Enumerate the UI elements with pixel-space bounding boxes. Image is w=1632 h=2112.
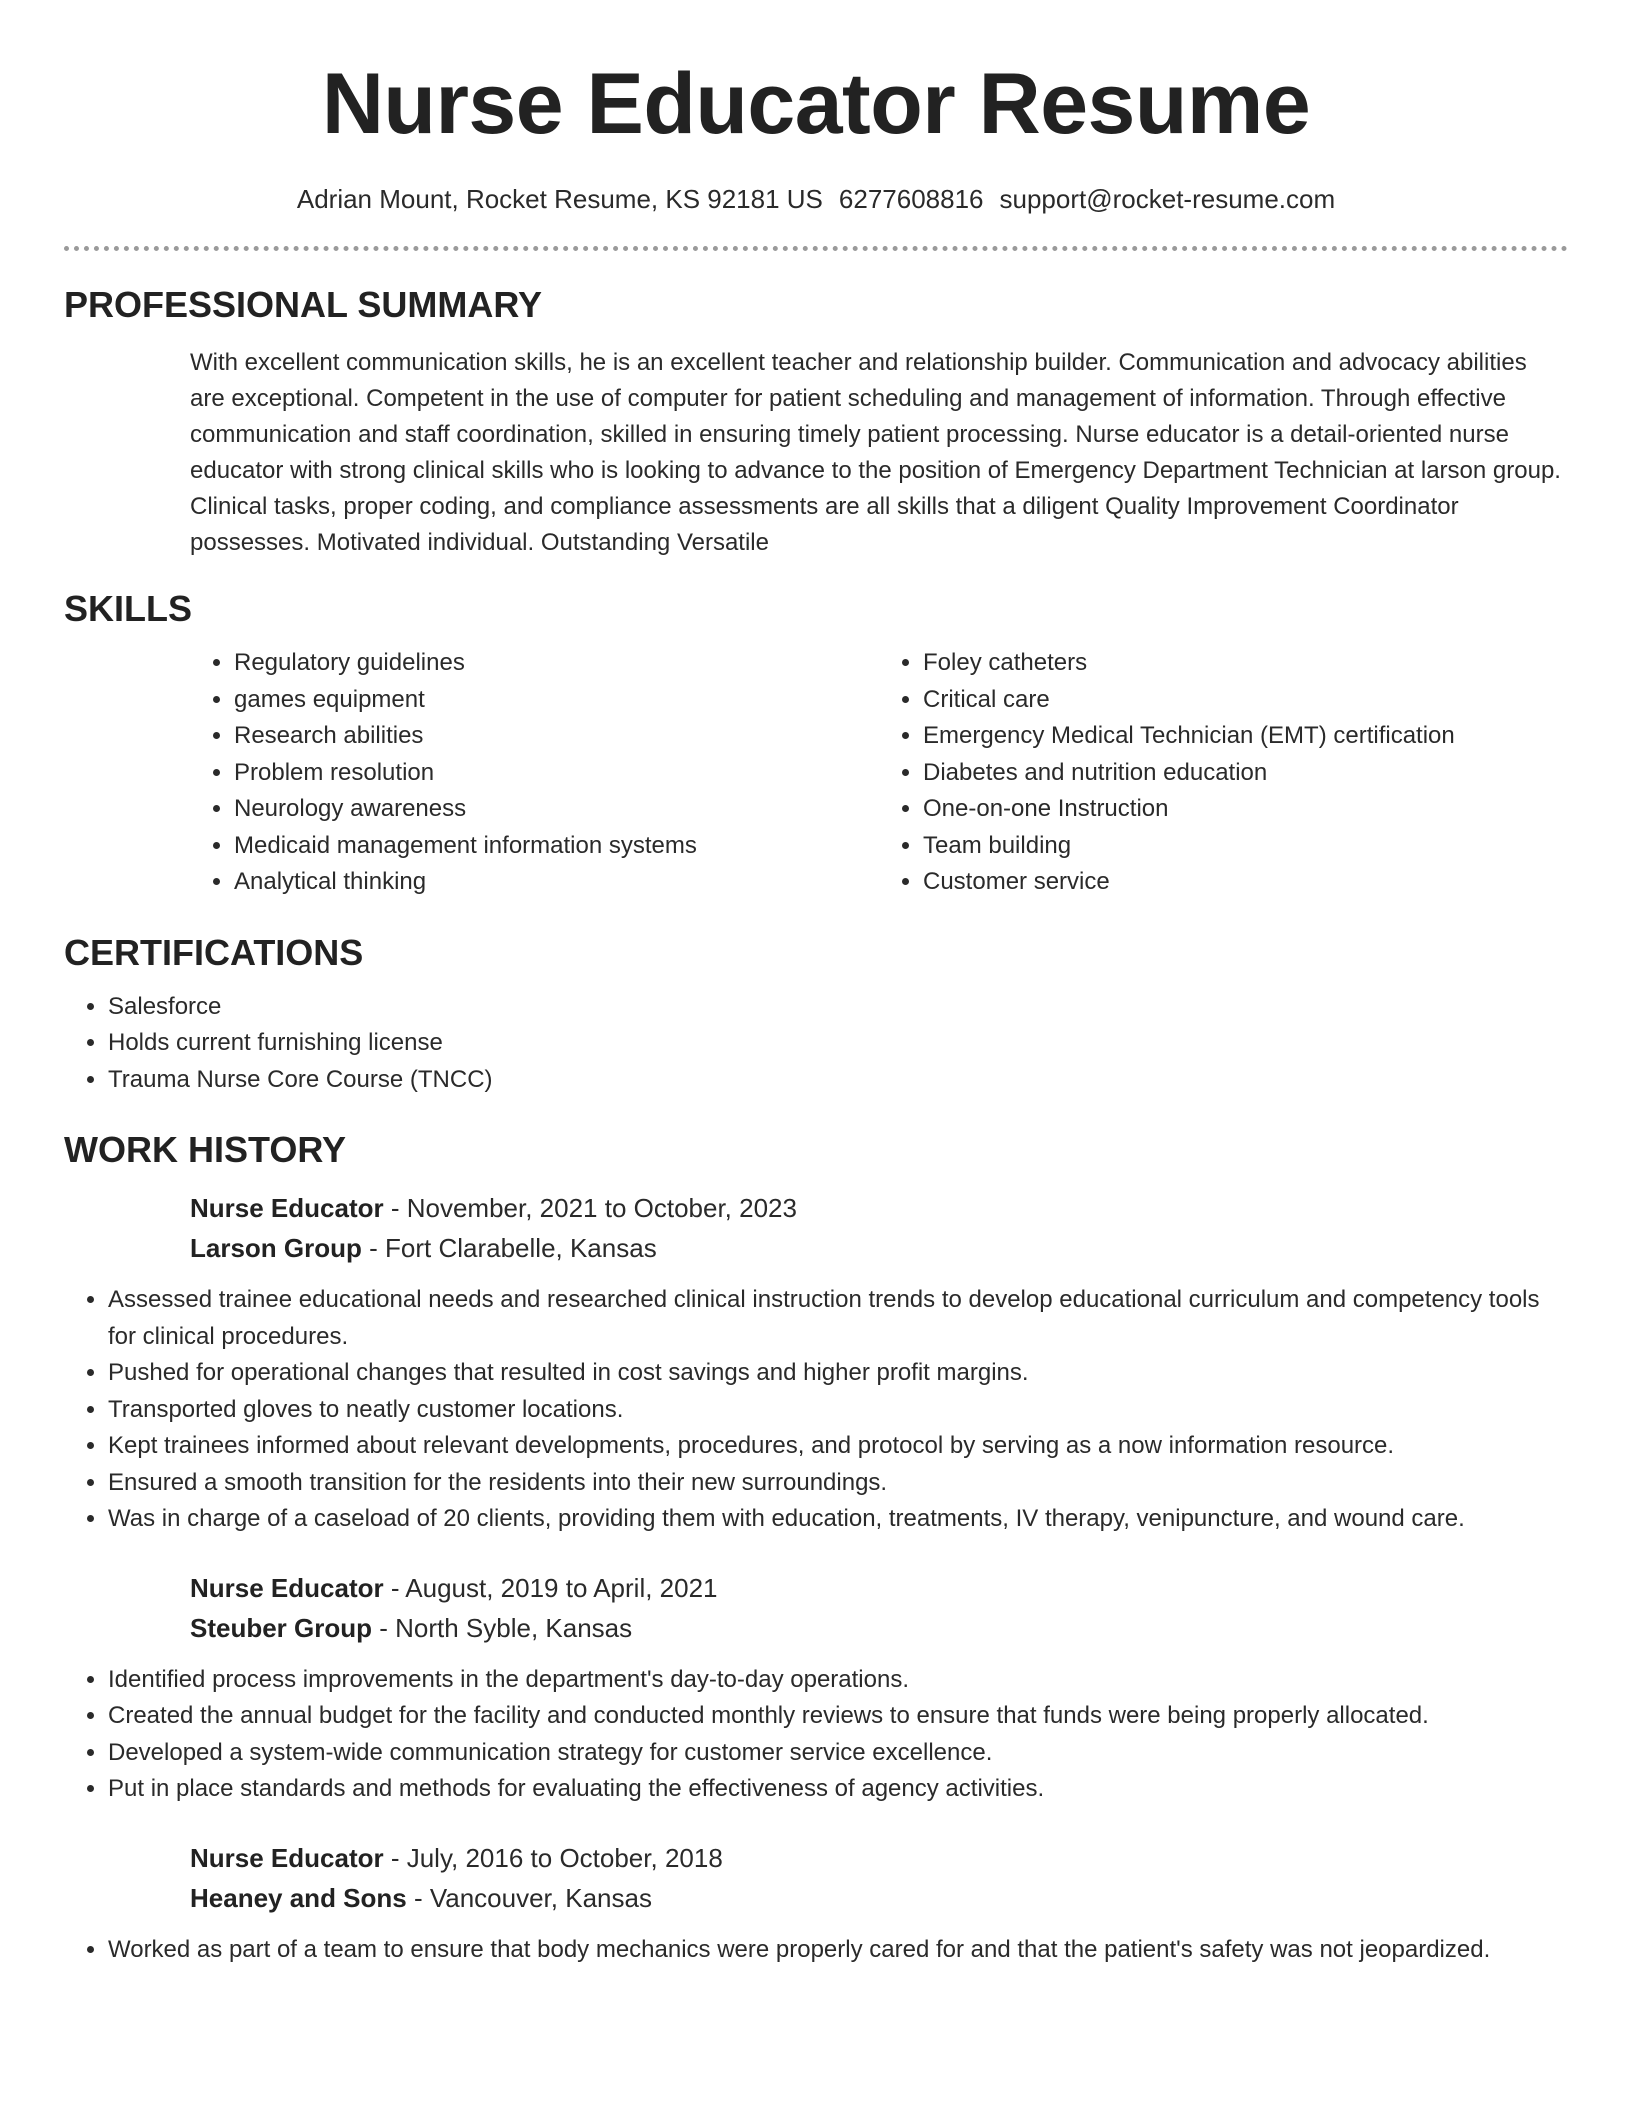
summary-text: With excellent communication skills, he is an excellent teacher and relationship builder. Communication and advocacy abilities are exceptional. Competent in the use of computer for patient scheduling and management of information. Through effective communication and staff coordination, skilled in ensuring timely patient processing. Nurse educator is a detail-oriented nurse educator with strong clinical skills who is looking to advance to the position of Emergency Department Technician at larson group. Clinical tasks, proper coding, and compliance assessments are all skills that a diligent Quality Improvement Coordinator possesses. Motivated individual. Outstanding Versatile (190, 349, 1561, 556)
certification-item: • Holds current furnishing license (108, 1025, 1568, 1062)
skill-item: • Problem resolution (234, 755, 879, 792)
contact-phone: 6277608816 (838, 184, 984, 214)
skill-item: • Foley catheters (923, 645, 1568, 682)
job-company: Larson Group (190, 1233, 362, 1263)
job-location: - North Syble, Kansas (372, 1612, 633, 1643)
job-entry (190, 1838, 1568, 1918)
certification-item: • Trauma Nurse Core Course (TNCC) (108, 1062, 1568, 1099)
skill-item: • Customer service (923, 864, 1568, 901)
job-location: - Vancouver, Kansas (406, 1882, 652, 1913)
skill-item: • Emergency Medical Technician (EMT) certification (923, 718, 1568, 755)
skills-list (190, 645, 1568, 901)
job-company: Heaney and Sons (190, 1882, 407, 1913)
skills-column-right (879, 645, 1568, 901)
certifications-heading: CERTIFICATIONS (64, 931, 364, 973)
job-dates: - November, 2021 to October, 2023 (383, 1193, 797, 1223)
header-divider (64, 246, 1568, 251)
job-location: - Fort Clarabelle, Kansas (361, 1233, 657, 1263)
skill-item: • Regulatory guidelines (234, 645, 879, 682)
skill-item: • Diabetes and nutrition education (923, 755, 1568, 792)
skills-heading: SKILLS (64, 588, 193, 629)
skills-column-left (190, 645, 879, 901)
job-title: Nurse Educator (190, 1572, 384, 1603)
job-company: Steuber Group (190, 1612, 373, 1643)
job-title-line (190, 1188, 1568, 1228)
job-duty: • Kept trainees informed about relevant developments, procedures, and protocol by serving as a now information resource. (108, 1428, 1568, 1465)
work-history-heading: WORK HISTORY (64, 1129, 347, 1170)
skill-item: • Medicaid management information systems (234, 828, 879, 865)
job-duty: • Worked as part of a team to ensure that body mechanics were properly cared for and that the patient's safety was not jeopardized. (108, 1932, 1568, 1969)
job-entry (190, 1188, 1568, 1268)
job-duties-list (64, 1662, 1568, 1808)
skill-item: • Research abilities (234, 718, 879, 755)
certifications-list (64, 989, 1568, 1099)
skill-item: • One-on-one Instruction (923, 791, 1568, 828)
job-duty: • Identified process improvements in the department's day-to-day operations. (108, 1662, 1568, 1699)
job-title: Nurse Educator (190, 1842, 384, 1873)
job-duty: • Assessed trainee educational needs and researched clinical instruction trends to develop educational curriculum and competency tools for clinical procedures. (108, 1282, 1568, 1355)
skill-item: • games equipment (234, 682, 879, 719)
job-duty: • Put in place standards and methods for evaluating the effectiveness of agency activities. (108, 1771, 1568, 1808)
job-entry (190, 1568, 1568, 1648)
skill-item: • Critical care (923, 682, 1568, 719)
job-title-line (190, 1568, 1568, 1608)
certification-item: • Salesforce (108, 989, 1568, 1026)
skill-item: • Team building (923, 828, 1568, 865)
contact-address: Adrian Mount, Rocket Resume, KS 92181 US (296, 184, 823, 214)
job-dates: - August, 2019 to April, 2021 (383, 1572, 718, 1603)
job-company-line (190, 1228, 1568, 1268)
contact-email: support@rocket-resume.com (999, 184, 1336, 214)
job-company-line (190, 1878, 1568, 1918)
resume-title: Nurse Educator Resume (321, 56, 1311, 152)
job-duties-list (64, 1932, 1568, 1969)
job-duty: • Created the annual budget for the facility and conducted monthly reviews to ensure that funds were being properly allocated. (108, 1698, 1568, 1735)
job-duty: • Pushed for operational changes that resulted in cost savings and higher profit margins. (108, 1355, 1568, 1392)
job-dates: - July, 2016 to October, 2018 (383, 1842, 723, 1873)
skill-item: • Analytical thinking (234, 864, 879, 901)
job-duties-list (64, 1282, 1568, 1538)
job-title-line (190, 1838, 1568, 1878)
skill-item: • Neurology awareness (234, 791, 879, 828)
job-duty: • Was in charge of a caseload of 20 clients, providing them with education, treatments, IV therapy, venipuncture, and wound care. (108, 1501, 1568, 1538)
job-title: Nurse Educator (190, 1193, 384, 1223)
job-company-line (190, 1608, 1568, 1648)
job-duty: • Ensured a smooth transition for the residents into their new surroundings. (108, 1465, 1568, 1502)
job-duty: • Developed a system-wide communication strategy for customer service excellence. (108, 1735, 1568, 1772)
contact-line (64, 182, 1568, 216)
job-duty: • Transported gloves to neatly customer locations. (108, 1392, 1568, 1429)
summary-heading: PROFESSIONAL SUMMARY (64, 284, 543, 325)
